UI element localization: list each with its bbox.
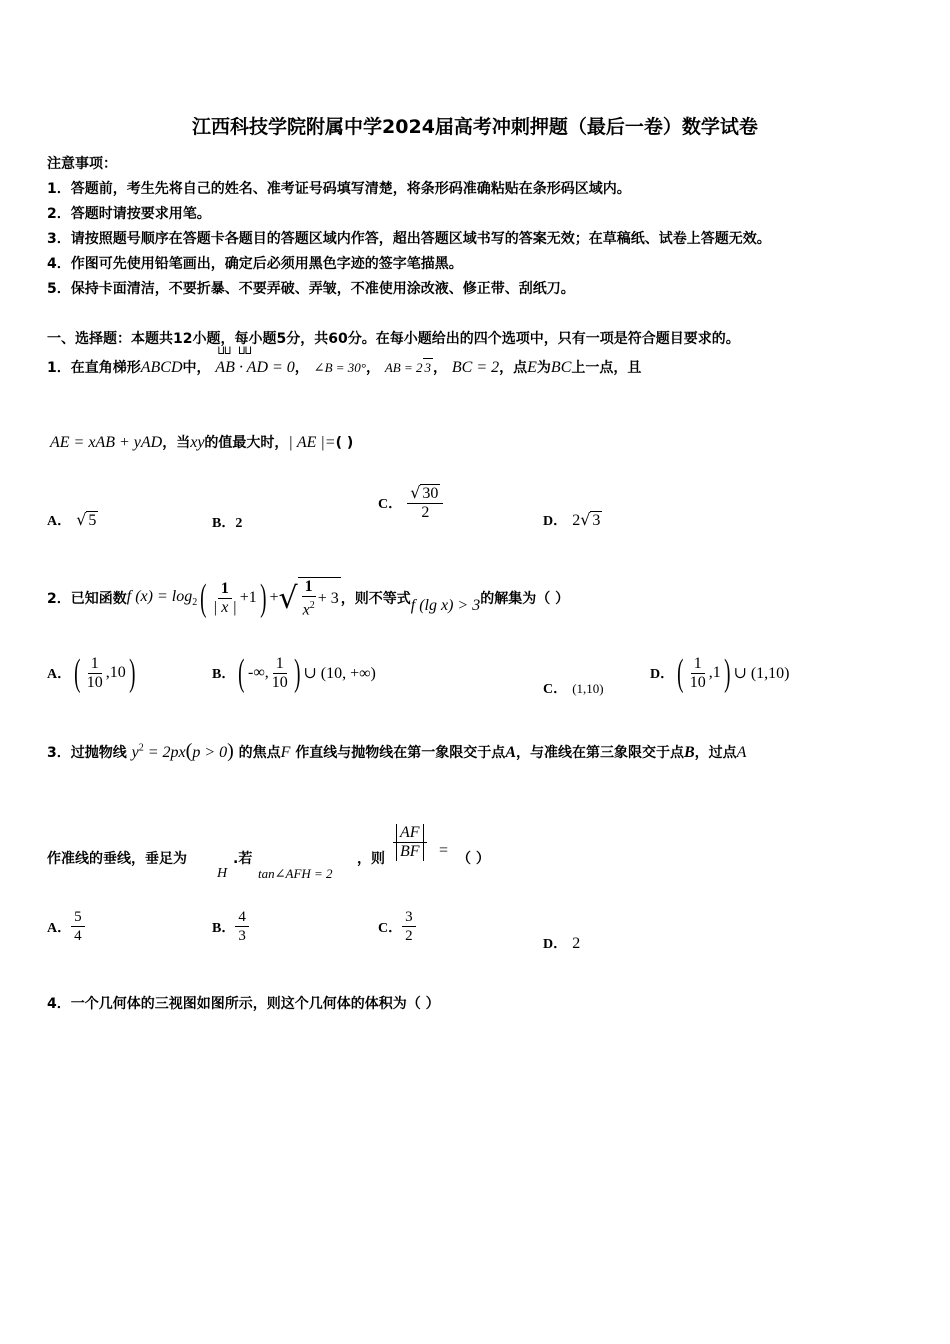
q2-fraction: $\frac{1}{| x |}$ <box>212 579 237 616</box>
q2-sqrt: $\frac{1}{x^2}$ + 3 <box>298 577 341 619</box>
section-heading: 一、选择题：本题共12小题，每小题5分，共60分。在每小题给出的四个选项中，只有一项是符合题目要求的。 <box>47 331 740 347</box>
q2-function: f $(x) = \log_2$ <box>126 587 198 609</box>
q1-option-b[interactable]: B．2 <box>212 516 243 531</box>
q1-abs-ae: | AE |= <box>288 434 336 451</box>
q1-abcd: ABCD <box>140 359 183 376</box>
q1-angle: ∠B = 30° <box>313 360 366 375</box>
q3-option-b[interactable]: B． $\frac{4}{3}$ <box>212 908 249 945</box>
notice-item-4: 4．作图可先使用铅笔画出，确定后必须用黑色字迹的签字笔描黑。 <box>47 256 463 272</box>
page-title: 江西科技学院附属中学2024届高考冲刺押题（最后一卷）数学试卷 <box>192 116 758 138</box>
q1-vector-dot: ⵡⵡ ⵡⵡ AB · AD = 0 <box>215 346 295 376</box>
q3-option-a[interactable]: A． $\frac{5}{4}$ <box>47 908 85 945</box>
question-1-line-2: AE = xAB + yAD，当xy的值最大时，| AE |=( ) <box>50 434 354 451</box>
q3-parabola: $y^2 = 2px(p > 0)$ <box>131 740 234 762</box>
q1-option-a[interactable]: A． √ 5 <box>47 510 97 529</box>
q3-tan: tan∠AFH = 2 <box>258 866 333 881</box>
question-1-line-1: 1．在直角梯形ABCD中， ⵡⵡ ⵡⵡ AB · AD = 0， ∠B = 30°， AB = 2 3 ， BC = 2，点E为BC上一点，且 <box>47 346 642 376</box>
q3-option-c[interactable]: C． $\frac{3}{2}$ <box>378 908 416 945</box>
q2-option-a[interactable]: A． ( $\frac{1}{10}$ ,10 ) <box>47 652 136 694</box>
notice-item-2: 2．答题时请按要求用笔。 <box>47 206 211 222</box>
q2-option-c[interactable]: C． (1,10) <box>543 681 604 697</box>
notice-item-3: 3．请按照题号顺序在答题卡各题目的答题区域内作答，超出答题区域书写的答案无效；在草稿纸、试卷上答题无效。 <box>47 231 771 247</box>
q2-option-b[interactable]: B． ( -∞, $\frac{1}{10}$ ) ∪ (10, +∞) <box>212 652 376 694</box>
q2-option-d[interactable]: D． ( $\frac{1}{10}$ ,1 ) ∪ (1,10) <box>650 652 790 694</box>
vector-arrow-icon: ⵡⵡ ⵡⵡ <box>217 346 251 357</box>
q2-inequality: f (lg x) > 3 <box>410 597 481 614</box>
q1-text-2: 中， <box>182 360 211 376</box>
q1-bc: BC = 2 <box>451 359 500 376</box>
notice-item-1: 1．答题前，考生先将自己的姓名、准考证号码填写清楚，将条形码准确粘贴在条形码区域内。 <box>47 181 631 197</box>
q3-ratio: $\frac{AF}{BF}$ <box>393 824 427 861</box>
q1-option-d[interactable]: D． 2√ 3 <box>543 510 601 529</box>
question-3-line-1: 3．过抛物线 $y^2 = 2px(p > 0)$ 的焦点F 作直线与抛物线在第一象限交于点A，与准线在第三象限交于点B，过点A <box>47 740 747 762</box>
q3-option-d[interactable]: D． 2 <box>543 935 581 952</box>
q1-option-c[interactable]: C． $\frac{√ 30}{2}$ <box>378 484 443 522</box>
q1-ab: AB = 2 3 <box>384 360 432 375</box>
question-4: 4．一个几何体的三视图如图所示，则这个几何体的体积为（ ） <box>47 996 440 1012</box>
q1-ae-equation: AE = xAB + yAD <box>50 434 163 451</box>
q1-text-1: 1．在直角梯形 <box>47 360 141 376</box>
question-2-line: 2．已知函数 f $(x) = \log_2$ ( $\frac{1}{| x |}$ +1 ) + √ $\frac{1}{x^2}$ + 3 ，则不等式 f (lg x) > 3 的解集为（ ） <box>47 577 570 619</box>
notice-item-5: 5．保持卡面清洁，不要折暴、不要弄破、弄皱，不准使用涂改液、修正带、刮纸刀。 <box>47 281 575 297</box>
notice-heading: 注意事项： <box>47 156 117 172</box>
